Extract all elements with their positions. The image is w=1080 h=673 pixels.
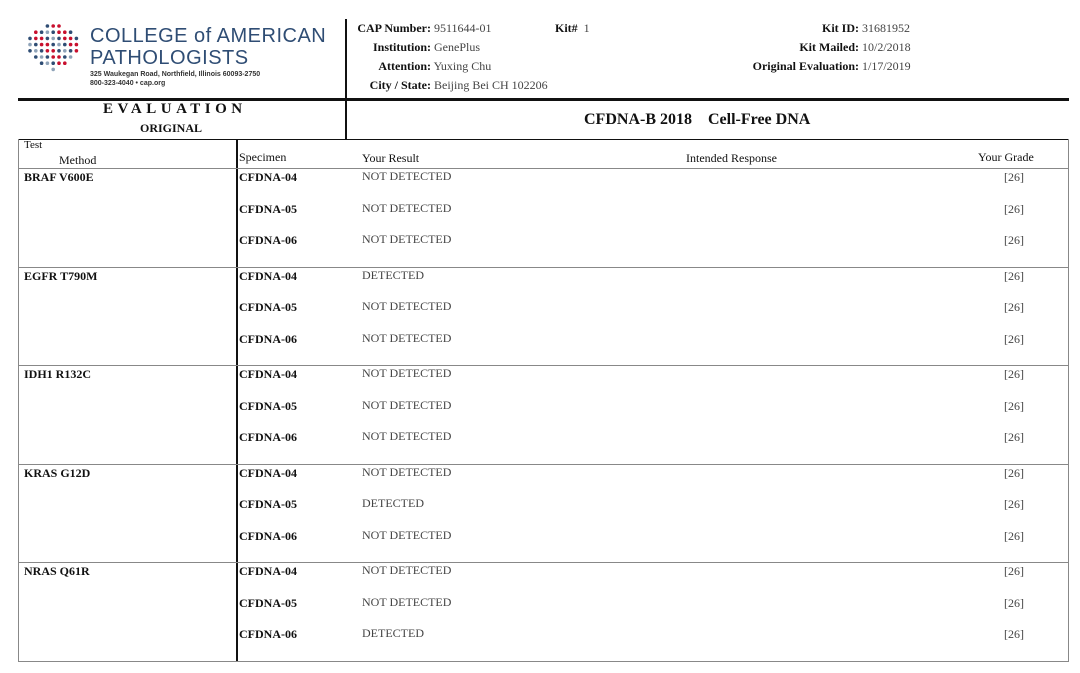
logo-dot	[34, 37, 38, 41]
logo-dot	[46, 30, 50, 34]
kit-number-label: Kit#	[555, 21, 578, 35]
result-cell: NOT DETECTED	[362, 299, 452, 313]
grade-cell: [26]	[1004, 596, 1024, 610]
specimen-cell: CFDNA-06	[239, 430, 297, 444]
logo-dot	[34, 30, 38, 34]
logo-dot	[63, 30, 67, 34]
grade-cell: [26]	[1004, 399, 1024, 413]
cap-number-value: 9511644-01	[434, 21, 492, 35]
kit-number-value: 1	[583, 21, 590, 35]
result-cell: NOT DETECTED	[362, 201, 452, 215]
specimen-cell: CFDNA-04	[239, 564, 297, 578]
test-column-divider	[236, 139, 238, 662]
test-method-name: NRAS Q61R	[24, 564, 90, 578]
specimen-cell: CFDNA-05	[239, 399, 297, 413]
logo-dot	[63, 37, 67, 41]
kit-number	[555, 19, 590, 38]
specimen-cell: CFDNA-05	[239, 497, 297, 511]
logo-dot	[63, 61, 67, 65]
logo-dot	[40, 30, 44, 34]
column-result-header: Your Result	[362, 151, 420, 165]
logo-dot	[57, 49, 61, 53]
result-cell: NOT DETECTED	[362, 595, 452, 609]
logo-dot	[57, 61, 61, 65]
column-header-rule	[18, 168, 1069, 169]
grade-cell: [26]	[1004, 466, 1024, 480]
logo-dot	[51, 49, 55, 53]
original-evaluation-label: Original Evaluation:	[752, 59, 859, 73]
grade-cell: [26]	[1004, 269, 1024, 283]
logo-dot	[46, 24, 50, 28]
column-grade-header: Your Grade	[978, 150, 1034, 164]
specimen-cell: CFDNA-05	[239, 300, 297, 314]
logo-dot	[63, 55, 67, 59]
group-divider	[18, 562, 1069, 563]
program-title: CFDNA-B 2018 Cell-Free DNA	[584, 111, 811, 128]
test-method-name: IDH1 R132C	[24, 367, 92, 381]
column-method-header: Method	[59, 153, 97, 167]
logo-dot	[75, 37, 79, 41]
logo-dot	[75, 43, 79, 47]
logo-dot	[40, 37, 44, 41]
result-cell: NOT DETECTED	[362, 563, 452, 577]
group-divider	[18, 365, 1069, 366]
logo-dot	[51, 30, 55, 34]
logo-dot	[51, 24, 55, 28]
grade-cell: [26]	[1004, 564, 1024, 578]
result-cell: NOT DETECTED	[362, 366, 452, 380]
grade-cell: [26]	[1004, 332, 1024, 346]
result-cell: DETECTED	[362, 496, 424, 510]
logo-dot	[40, 55, 44, 59]
logo-dot	[46, 43, 50, 47]
logo-wordmark	[90, 25, 326, 69]
logo-dot	[46, 49, 50, 53]
logo-dot	[40, 61, 44, 65]
logo-dot	[46, 37, 50, 41]
logo-dot	[57, 55, 61, 59]
result-cell: NOT DETECTED	[362, 331, 452, 345]
grade-cell: [26]	[1004, 529, 1024, 543]
logo-dot	[40, 49, 44, 53]
logo-dot	[69, 55, 73, 59]
logo-dot	[51, 37, 55, 41]
column-test-header: Test	[24, 139, 43, 151]
kit-id-value: 31681952	[862, 21, 910, 35]
logo-dot	[34, 49, 38, 53]
table-right-border	[1068, 139, 1069, 662]
original-evaluation-value: 1/17/2019	[862, 59, 911, 73]
result-cell: NOT DETECTED	[362, 528, 452, 542]
logo-dot	[75, 49, 79, 53]
result-cell: NOT DETECTED	[362, 465, 452, 479]
result-cell: DETECTED	[362, 268, 424, 282]
cap-logo-icon	[27, 22, 79, 74]
specimen-cell: CFDNA-06	[239, 529, 297, 543]
logo-dot	[28, 49, 32, 53]
table-left-border	[18, 139, 19, 662]
logo-dot	[34, 55, 38, 59]
logo-line1: COLLEGE of AMERICAN	[90, 25, 327, 47]
logo-line2: PATHOLOGISTS	[90, 47, 249, 69]
logo-dot	[28, 43, 32, 47]
logo-dot	[51, 61, 55, 65]
test-method-name: KRAS G12D	[24, 466, 91, 480]
logo-dot	[28, 37, 32, 41]
logo-dot	[34, 43, 38, 47]
group-divider	[18, 267, 1069, 268]
logo-contact: 800-323-4040 • cap.org	[90, 80, 166, 87]
column-intended-header: Intended Response	[686, 151, 777, 165]
grade-cell: [26]	[1004, 300, 1024, 314]
logo-dot	[63, 49, 67, 53]
city-state-value: Beijing Bei CH 102206	[434, 78, 548, 92]
result-cell: NOT DETECTED	[362, 232, 452, 246]
test-method-name: BRAF V600E	[24, 170, 94, 184]
logo-dot	[57, 43, 61, 47]
table-bottom-rule	[18, 661, 1069, 662]
specimen-cell: CFDNA-05	[239, 202, 297, 216]
logo-dot	[51, 68, 55, 72]
specimen-cell: CFDNA-04	[239, 269, 297, 283]
logo-dot	[46, 61, 50, 65]
grade-cell: [26]	[1004, 202, 1024, 216]
group-divider	[18, 464, 1069, 465]
attention-value: Yuxing Chu	[433, 59, 492, 73]
header-info-left	[352, 19, 548, 95]
logo-dot	[57, 24, 61, 28]
logo-dot	[69, 30, 73, 34]
logo-address: 325 Waukegan Road, Northfield, Illinois 60093-2750	[90, 71, 261, 78]
specimen-cell: CFDNA-04	[239, 170, 297, 184]
result-cell: DETECTED	[362, 626, 424, 640]
logo-dot	[63, 43, 67, 47]
cap-number-label: CAP Number:	[357, 21, 431, 35]
logo-dot	[51, 55, 55, 59]
logo-dot	[57, 37, 61, 41]
grade-cell: [26]	[1004, 170, 1024, 184]
specimen-cell: CFDNA-06	[239, 332, 297, 346]
logo-dot	[69, 37, 73, 41]
specimen-cell: CFDNA-04	[239, 367, 297, 381]
logo-dot	[57, 30, 61, 34]
city-state-label: City / State:	[369, 78, 431, 92]
logo-dot	[51, 43, 55, 47]
result-cell: NOT DETECTED	[362, 169, 452, 183]
logo-dot	[46, 55, 50, 59]
header-info-right	[700, 19, 911, 76]
evaluation-subtitle: ORIGINAL	[140, 121, 203, 135]
result-cell: NOT DETECTED	[362, 429, 452, 443]
grade-cell: [26]	[1004, 627, 1024, 641]
kit-id-label: Kit ID:	[822, 21, 859, 35]
attention-label: Attention:	[378, 59, 431, 73]
specimen-cell: CFDNA-04	[239, 466, 297, 480]
grade-cell: [26]	[1004, 430, 1024, 444]
grade-cell: [26]	[1004, 367, 1024, 381]
logo-dot	[40, 43, 44, 47]
header-divider-vertical	[345, 19, 347, 140]
kit-mailed-label: Kit Mailed:	[799, 40, 859, 54]
evaluation-title: EVALUATION	[103, 101, 247, 117]
specimen-cell: CFDNA-06	[239, 627, 297, 641]
kit-mailed-value: 10/2/2018	[862, 40, 911, 54]
institution-value: GenePlus	[434, 40, 480, 54]
logo-dot	[69, 43, 73, 47]
result-cell: NOT DETECTED	[362, 398, 452, 412]
specimen-cell: CFDNA-06	[239, 233, 297, 247]
logo-address-block	[90, 70, 260, 88]
test-method-name: EGFR T790M	[24, 269, 98, 283]
institution-label: Institution:	[372, 40, 431, 54]
specimen-cell: CFDNA-05	[239, 596, 297, 610]
grade-cell: [26]	[1004, 233, 1024, 247]
table-top-rule	[18, 139, 1069, 140]
grade-cell: [26]	[1004, 497, 1024, 511]
column-specimen-header: Specimen	[239, 150, 287, 164]
logo-dot	[69, 49, 73, 53]
